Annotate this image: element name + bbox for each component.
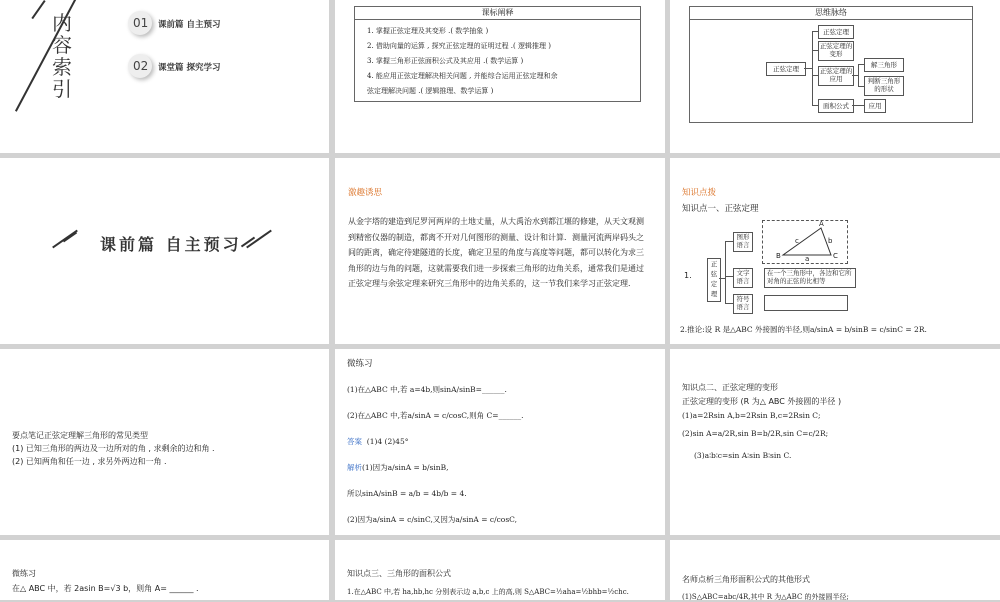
mindmap-app-node: 判断三角形的形状: [864, 76, 904, 96]
connector: [725, 276, 733, 277]
standards-table: [354, 6, 641, 102]
analysis-line: (2)因为a/sinA = c/sinC,又因为a/sinA = c/cosC,: [347, 515, 518, 524]
answer-label: 答案: [347, 437, 362, 446]
standards-line: 3. 掌握三角形正弦面积公式及其应用 .( 数学运算 ): [367, 57, 524, 65]
notes-line: (1) 已知三角形的两边及一边所对的角 , 求剩余的边和角 .: [12, 444, 215, 453]
knowledge-point-title: 名师点析三角形面积公式的其他形式: [682, 575, 810, 584]
question-1: (1)在△ABC 中,若 a=4b,则sinA/sinB=______.: [347, 385, 507, 394]
index-title: 内 容 索 引: [52, 11, 72, 101]
connector: [812, 31, 813, 105]
item-number: 1.: [684, 271, 692, 280]
motivation-paragraph: 从金字塔的建造到尼罗河两岸的土地丈量，从大禹治水到都江堰的修建，从天文观测到精密仪器的制造，都离不开对几何图形的测量、设计和计算．测量河流两岸码头之间的距离，确定待建隧道的长度，确定卫星的角度与高度等问题，都可以转化为求三角形的边与角的问题，这就需要我们进一步探索三角形的边角关系，通常我们是通过正弦定理与余弦定理来研究三角形中的边角关系的，这一节我们来学习正弦定理．: [348, 217, 644, 288]
mindmap-node: 正弦定理: [818, 25, 854, 39]
knowledge2-block: [682, 381, 992, 467]
analysis-label: 解析: [347, 463, 362, 472]
slide-motivation[interactable]: [335, 158, 665, 344]
standards-list: [355, 20, 640, 103]
analysis-line: 所以sinA/sinB = a/b = 4b/b = 4.: [347, 489, 467, 498]
slide-content-index[interactable]: [0, 0, 329, 153]
knowledge-heading: 知识点拨: [682, 188, 717, 198]
side-label: a: [805, 255, 810, 263]
index-item-2-label[interactable]: 课堂篇 探究学习: [158, 63, 221, 73]
mindmap-node: 面积公式: [818, 99, 854, 113]
formula-line: (1)a=2Rsin A,b=2Rsin B,c=2Rsin C;: [682, 411, 821, 420]
index-item-2-number: 02: [133, 59, 149, 73]
formula-line: (1)S△ABC=abc/4R,其中 R 为△ABC 的外接圆半径;: [682, 593, 849, 601]
side-label: c: [795, 237, 799, 245]
section-title: 课前篇 自主预习: [100, 235, 242, 254]
answer-text: (1)4 (2)45°: [366, 437, 409, 446]
connector: [725, 241, 726, 303]
branch-graphic: 图形语言: [733, 232, 753, 252]
mindmap-app-node: 解三角形: [864, 58, 904, 72]
index-item-1-label[interactable]: 课前篇 自主预习: [158, 20, 221, 30]
slide-standards[interactable]: [335, 0, 665, 153]
connector: [858, 64, 859, 86]
branch-text: 文字语言: [733, 268, 753, 288]
slide-notes[interactable]: [0, 349, 329, 535]
knowledge-point-title: 知识点二、正弦定理的变形: [682, 383, 778, 392]
triangle-box: [762, 220, 848, 264]
knowledge-point-title: 知识点三、三角形的面积公式: [347, 569, 451, 578]
practice-heading: 微练习: [12, 569, 36, 578]
slide-knowledge-3[interactable]: [335, 540, 665, 600]
slide-mindmap[interactable]: [670, 0, 1000, 153]
mindmap-root: 正弦定理: [766, 62, 806, 76]
index-item-1-number: 01: [133, 16, 149, 30]
standards-line: 2. 借助向量的运算 , 探究正弦定理的证明过程 .( 逻辑推理 ): [367, 42, 551, 50]
connector: [725, 303, 733, 304]
practice-question: 在△ ABC 中，若 2asin B=√3 b，则角 A= ______ .: [12, 584, 199, 593]
mindmap-node: 正弦定理的应用: [818, 66, 854, 86]
slide-section-title[interactable]: [0, 158, 329, 344]
symbol-blank-box: [764, 295, 848, 311]
slide-knowledge-4[interactable]: [670, 540, 1000, 600]
motivation-heading: 激趣诱思: [348, 188, 383, 198]
question-2: (2)在△ABC 中,若a/sinA = c/cosC,则角 C=______.: [347, 411, 524, 420]
notes-line: (2) 已知两角和任一边 , 求另外两边和一角 .: [12, 457, 167, 466]
formula-line: 1.在△ABC 中,若 ha,hb,hc 分别表示边 a,b,c 上的高,则 S△ABC=½aha=½bhb=½chc.: [347, 588, 629, 596]
slide-knowledge-2[interactable]: [670, 349, 1000, 535]
notes-block: [12, 429, 317, 468]
triangle-shape: [783, 228, 831, 255]
connector: [804, 68, 812, 69]
connector: [852, 105, 864, 106]
formula-line: (3)a∶b∶c=sin A∶sin B∶sin C.: [694, 451, 792, 460]
decor-line: [31, 0, 45, 19]
standards-line: 弦定理解决问题 .( 逻辑推理、数学运算 ): [367, 87, 494, 95]
connector: [725, 241, 733, 242]
standards-line: 4. 能应用正弦定理解决相关问题 , 并能综合运用正弦定理和余: [367, 72, 558, 80]
notes-heading: 要点笔记正弦定理解三角形的常见类型: [12, 431, 148, 440]
knowledge-point-title: 知识点一、正弦定理: [682, 204, 759, 214]
mindmap-node: 正弦定理的变形: [818, 41, 854, 61]
standards-title: 课标阐释: [355, 7, 640, 20]
formula-line: (2)sin A=a/2R,sin B=b/2R,sin C=c/2R;: [682, 429, 829, 438]
knowledge-subtitle: 正弦定理的变形 (R 为△ ABC 外接圆的半径 ): [682, 397, 842, 406]
analysis-line: (1)因为a/sinA = b/sinB,: [362, 463, 449, 472]
vertex-label: A: [819, 220, 824, 228]
standards-line: 1. 掌握正弦定理及其变形 .( 数学抽象 ): [367, 27, 489, 35]
branch-symbol: 符号语言: [733, 294, 753, 314]
slide-knowledge-1[interactable]: [670, 158, 1000, 344]
slide-practice-1[interactable]: [335, 349, 665, 535]
mindmap-area-app: 应用: [864, 99, 886, 113]
text-description-box: 在一个三角形中，各边和它所对角的正弦的比相等: [764, 268, 856, 288]
vertex-label: B: [776, 252, 781, 260]
practice-content: [347, 377, 657, 559]
side-label: b: [828, 237, 833, 245]
theorem-root: 正弦定理: [707, 258, 721, 302]
inference-line: 2.推论:设 R 是△ABC 外接圆的半径,则a/sinA = b/sinB = c/sinC = 2R.: [680, 325, 927, 334]
mindmap-title: 思维脉络: [690, 7, 972, 20]
slide-practice-2[interactable]: [0, 540, 329, 600]
vertex-label: C: [833, 252, 838, 260]
practice-heading: 微练习: [347, 359, 373, 369]
